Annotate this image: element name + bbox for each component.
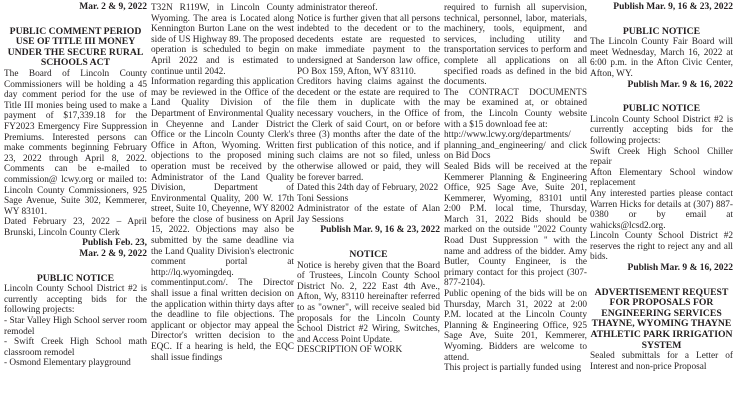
publish-dates: Publish Mar. 9, 16 & 23, 2022: [320, 225, 440, 236]
notice-paragraph: This project is partially funded using: [444, 363, 582, 374]
notice-paragraph: Information regarding this application may be reviewed in the Office of the Land Quality Division of the Department of Environmental Quality in Cheyenne and Lander District Office or the Lincoln County Clerk's Office in Afton, Wyoming. Written objections to the proposed mining operation must be received by the Administrator of the Land Quality Division, Department of Environmental Quality, 200 W. 17th street, Suite 10, Cheyenne, WY 82002 before the close of business on April 15, 2022. Objections may also be submitted by the same deadline via the Land Quality Division's electronic comment portal at http://lq.wyomingdeq. commentinput.com/. The Director shall issue a final written decision on the application within thirty days after the deadline to file objections. The applicant or objector may appeal the Director's written decision to the EQC. If a hearing is held, the EQC shall issue findings: [151, 77, 294, 363]
publish-dates: Publish Mar. 9 & 16, 2022: [627, 79, 733, 90]
newspaper-column-1: [4, 2, 147, 369]
notice-paragraph: Sealed submittals for a Letter of Interest and non-price Proposal: [590, 351, 733, 372]
newspaper-column-3: [297, 3, 440, 356]
publish-dates: Mar. 2 & 9, 2022: [79, 2, 147, 12]
notice-paragraph: Toni Sessions: [297, 193, 349, 204]
notice-paragraph: - Osmond Elementary playground: [4, 358, 131, 369]
notice-paragraph: required to furnish all supervision, technical, personnel, labor, materials, machinery, tools, equipment, and services, including utility and transportation services to perform and complete all applications on all specified roads as defined in the bid documents.: [444, 3, 587, 88]
notice-paragraph: Creditors having claims against the decedent or the estate are required to file them in duplicate with the necessary vouchers, in the Office of the Clerk of said Court, on or before three (3) months after the date of the first publication of this notice, and if such claims are not so filed, unless otherwise allowed or paid, they will be forever barred.: [297, 77, 440, 183]
publish-dates: Publish Feb. 23,: [82, 238, 147, 249]
notice-paragraph: The Board of Lincoln County Commissioners will be holding a 45 day comment period for the use of Title III monies being used to make a payment of $17,339.18 for the FY2023 Emergency Fire Suppression Premiums. Interested persons can make comments beginning February 23, 2022 through April 8, 2022. Comments can be e-mailed to commission@ lcwy.org or mailed to: Lincoln County Commissioners, 925 Sage Avenue, Suite 302, Kemmerer, WY 83101.: [4, 68, 147, 217]
spacer: [297, 236, 440, 250]
newspaper-column-4: [444, 3, 587, 374]
notice-paragraph: The Lincoln County Fair Board will meet Wednesday, March 16, 2022 at 6:00 p.m. in the Afton Civic Center, Afton, WY.: [590, 37, 733, 79]
notice-paragraph: DESCRIPTION OF WORK: [297, 345, 403, 356]
newspaper-column-5: [590, 2, 733, 372]
notice-paragraph: Swift Creek High School Chiller repair: [590, 146, 733, 168]
publish-dates: Publish Mar. 9 & 16, 2022: [627, 263, 733, 274]
notice-paragraph: Lincoln County School District #2 is currently accepting bids for the following projects:: [4, 284, 147, 316]
notice-paragraph: Any interested parties please contact Warren Hicks for details at (307) 887-0380 or by email at wahicks@lcsd2.org.: [590, 188, 733, 231]
spacer: [4, 260, 147, 274]
notice-heading: ADVERTISEMENT REQUEST FOR PROPOSALS FOR ENGINEERING SERVICES THAYNE, WYOMING THAYNE ATHLETIC PARK IRRIGATION SYSTEM: [590, 286, 733, 351]
spacer: [590, 90, 733, 104]
notice-paragraph: http://www.lcwy.org/departments/ planning_and_engineering/ and click on Bid Docs: [444, 130, 587, 162]
notice-paragraph: Dated this 24th day of February, 2022: [297, 183, 439, 194]
notice-paragraph: The CONTRACT DOCUMENTS may be examined at, or obtained from, the Lincoln County website with a $15 download fee at:: [444, 87, 587, 130]
newspaper-column-2: [151, 3, 294, 363]
notice-heading: PUBLIC COMMENT PERIOD USE OF TITLE III MONEY UNDER THE SECURE RURAL SCHOOLS ACT: [7, 25, 144, 69]
notice-paragraph: T32N R119W, in Lincoln County Wyoming. The area is Located along Kennington Burton Lane on the west side of US Highway 89. The proposed operation is scheduled to begin on April 2022 and is estimated to continue until 2042.: [151, 3, 294, 77]
publish-dates: Mar. 2 & 9, 2022: [79, 249, 147, 260]
publish-dates: Publish Mar. 9, 16 & 23, 2022: [613, 2, 733, 12]
notice-paragraph: - Swift Creek High School math classroom remodel: [4, 337, 147, 358]
notice-heading: PUBLIC NOTICE: [36, 272, 115, 284]
notice-paragraph: Afton Elementary School window replacement: [590, 167, 733, 189]
notice-paragraph: administrator thereof.: [297, 3, 378, 13]
notice-paragraph: Public opening of the bids will be on Thursday, March 31, 2022 at 2:00 P.M. located at the Lincoln County Planning & Engineering Office, 925 Sage Ave, Suite 201, Kemmerer, Wyoming. Bidders are welcome to attend.: [444, 289, 587, 363]
spacer: [590, 274, 733, 288]
notice-paragraph: Lincoln County School District #2 reserves the right to reject any and all bids.: [590, 231, 733, 263]
notice-paragraph: Dated February 23, 2022 – April Brunski, Lincoln County Clerk: [4, 217, 147, 238]
notice-paragraph: Notice is further given that all persons indebted to the decedent or to the decedents estate are requested to make immediate payment to the undersigned at Sanderson law office, PO Box 159, Afton, WY 83110.: [297, 13, 440, 77]
notice-heading: NOTICE: [349, 249, 388, 261]
notice-heading: PUBLIC NOTICE: [622, 25, 701, 37]
notice-heading: PUBLIC NOTICE: [622, 103, 701, 115]
notice-paragraph: Sealed Bids will be received at the Kemmerer Planning & Engineering Office, 925 Sage Ave, Suite 201, Kemmerer, Wyoming, 83101 until 2:00 P.M. local time, Thursday, March 31, 2022 Bids should be marked on the outside "2022 County Road Dust Suppression " with the name and address of the bidder. Amy Butler, County Engineer, is the primary contact for this project (307-877-2104).: [444, 161, 587, 289]
notice-paragraph: Administrator of the estate of Alan Jay Sessions: [297, 204, 440, 225]
spacer: [590, 13, 733, 27]
notice-paragraph: - Star Valley High School server room remodel: [4, 316, 147, 337]
spacer: [4, 13, 147, 27]
notice-paragraph: Lincoln County School District #2 is currently accepting bids for the following projects:: [590, 114, 733, 146]
notice-paragraph: Notice is hereby given that the Board of Trustees, Lincoln County School District No. 2, 222 East 4th Ave., Afton, Wy, 83110 hereinafter referred to as "owner", will receive sealed bid proposals for the Lincoln County School District #2 Wiring, Switches, and Access Point Update.: [297, 260, 440, 345]
